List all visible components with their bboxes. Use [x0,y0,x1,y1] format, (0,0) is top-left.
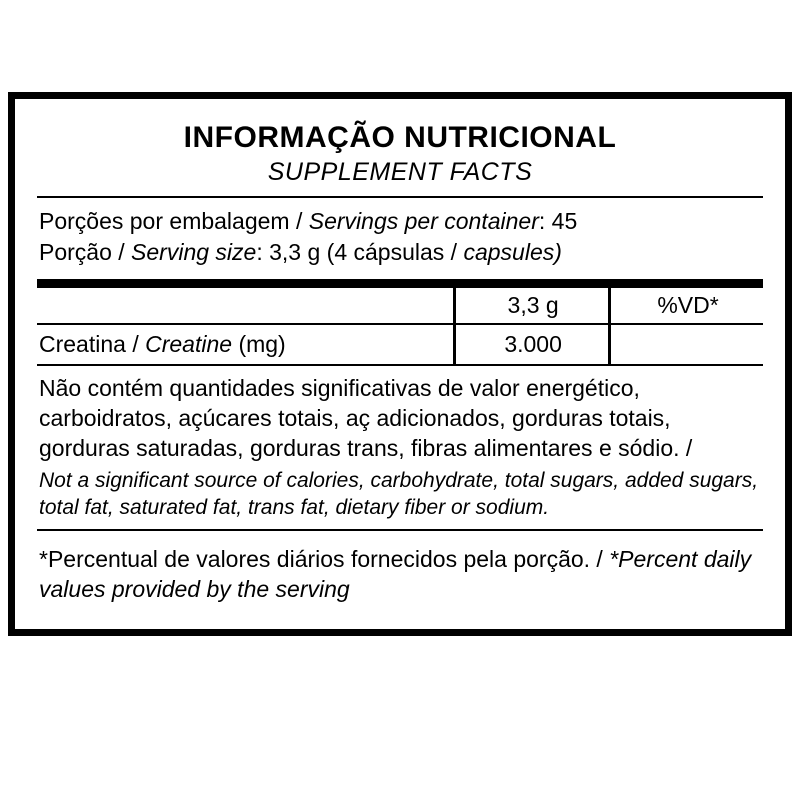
serving-size-line [39,237,763,267]
separator-slash-3: / [450,238,458,265]
nutrient-name-en: Creatine [145,330,233,357]
nutrient-amount: 3.000 [455,324,610,365]
separator-slash-4: / [132,330,139,357]
servings-per-container-line [39,206,763,236]
divider-bottom [37,529,763,531]
servings-per-container-label-en: Servings per container [308,208,539,235]
page-subtitle: SUPPLEMENT FACTS [267,157,533,186]
header-daily-value: %VD* [610,288,763,324]
footnote-en: *Percent daily values provided by the serving [39,546,752,603]
servings-per-container-value: 45 [551,208,578,235]
nutrient-name-cell [37,324,455,365]
serving-size-value: 3,3 g (4 cápsulas [269,238,445,265]
nutrient-name-pt: Creatina [39,330,126,357]
servings-per-container-label-pt: Porções por embalagem [39,208,290,235]
disclaimer-pt: Não contém quantidades significativas de valor energético, carboidratos, açúcares totais, aç adicionados, gorduras totais, gorduras saturadas, gorduras trans, fibras alimentares e sódio. / [39,374,693,461]
footnote-block [37,537,763,607]
nutrient-daily-value [610,324,763,365]
separator-slash-2: / [118,238,125,265]
disclaimer-en: Not a significant source of calories, carbohydrate, total sugars, added sugars, total fat, saturated fat, trans fat, dietary fiber or sodium. [39,468,759,519]
header-amount: 3,3 g [455,288,610,324]
serving-size-label-pt: Porção [39,238,112,265]
servings-colon: : [538,208,546,235]
divider-thick [37,279,763,288]
footnote-pt: *Percentual de valores diários fornecidos pela porção. / [39,546,603,573]
disclaimer-block [37,366,763,523]
nutrient-unit: (mg) [238,330,286,357]
servings-block [37,204,763,273]
supplement-facts-panel [8,92,792,636]
page-title: INFORMAÇÃO NUTRICIONAL [183,121,617,154]
serving-size-colon: : [256,238,263,265]
divider-top [37,196,763,198]
header-nutrient [37,288,455,324]
serving-size-value-en: capsules) [463,238,562,265]
nutrition-table [37,288,763,366]
separator-slash: / [295,208,303,235]
table-header-row [37,288,763,324]
table-row [37,324,763,365]
serving-size-label-en: Serving size [131,238,257,265]
